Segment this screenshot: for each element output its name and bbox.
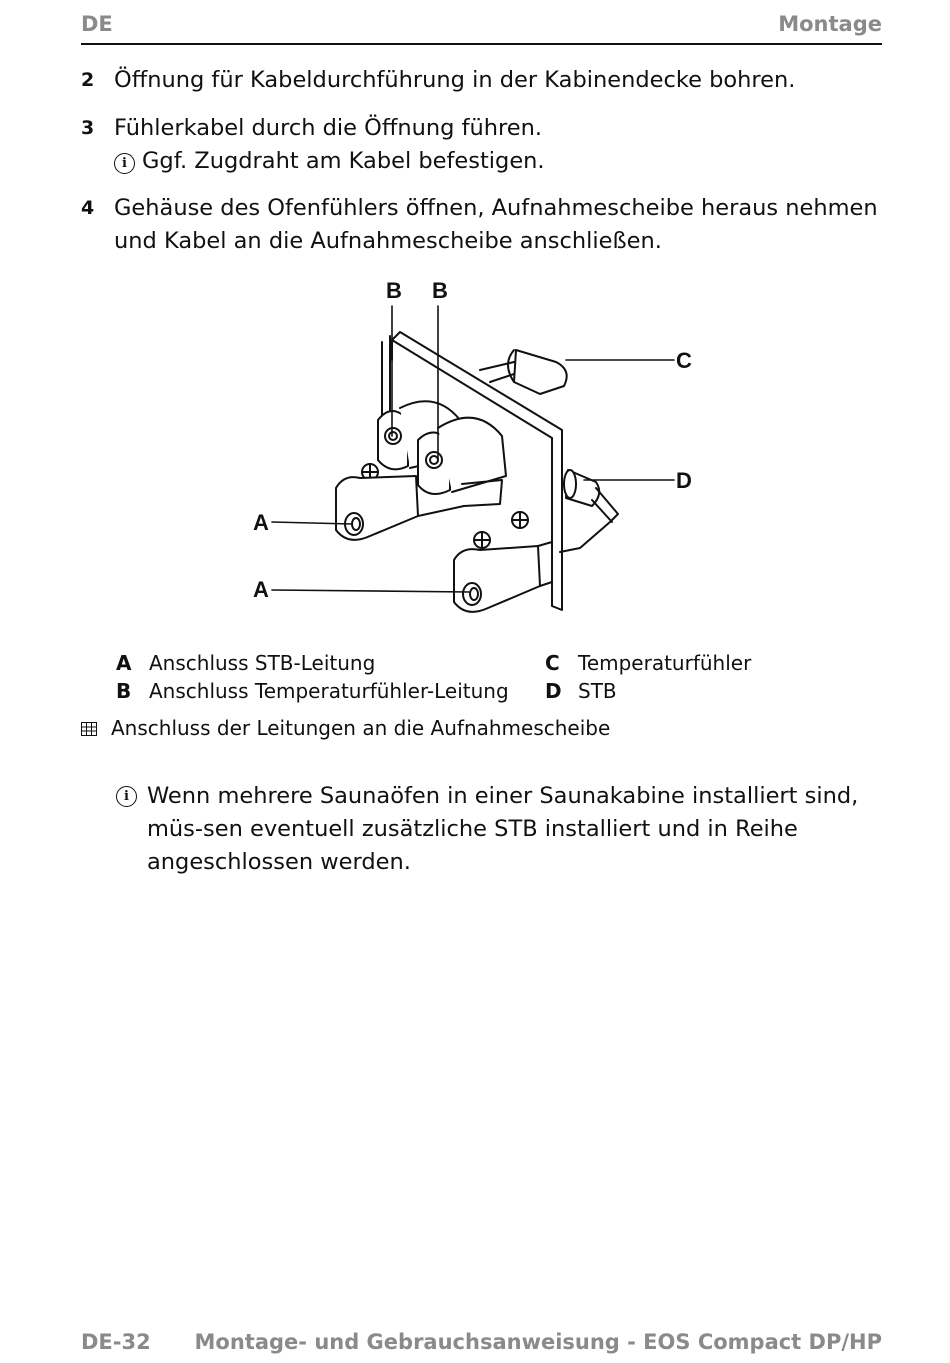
legend-item-c xyxy=(545,649,751,678)
legend-item-b xyxy=(116,677,509,706)
step-text: Fühlerkabel durch die Öffnung führen. xyxy=(114,115,543,141)
figure-label-a2: A xyxy=(253,577,269,602)
info-note-text: Wenn mehrere Saunaöfen in einer Saunakabine installiert sind, müs-sen eventuell zusätzliche STB installiert und in Reihe angeschlossen werden. xyxy=(147,783,859,875)
figure-label-c: C xyxy=(676,348,692,373)
legend-text: STB xyxy=(578,679,617,703)
figure-icon xyxy=(81,722,97,736)
legend-key: D xyxy=(545,679,562,703)
info-icon: i xyxy=(116,786,137,807)
step-4 xyxy=(81,192,891,258)
legend-text: Temperaturfühler xyxy=(578,651,752,675)
legend-item-d xyxy=(545,677,617,706)
step-number: 3 xyxy=(81,117,95,139)
header-right: Montage xyxy=(778,12,882,36)
legend-key: A xyxy=(116,651,132,675)
header-left: DE xyxy=(81,12,113,36)
step-text: Gehäuse des Ofenfühlers öffnen, Aufnahmescheibe heraus nehmen und Kabel an die Aufnahmescheibe anschließen. xyxy=(114,195,878,254)
footer-title: Montage- und Gebrauchsanweisung - EOS Compact DP/HP xyxy=(194,1330,882,1354)
temperature-sensor-capsule xyxy=(514,350,567,394)
header-rule xyxy=(81,43,882,45)
leader-a2 xyxy=(272,590,470,592)
figure-caption-text: Anschluss der Leitungen an die Aufnahmescheibe xyxy=(111,716,611,740)
legend-text: Anschluss STB-Leitung xyxy=(149,651,376,675)
step-2 xyxy=(81,64,891,97)
figure-label-b2: B xyxy=(432,278,448,303)
sensor-mounting-figure xyxy=(240,270,710,630)
info-icon: i xyxy=(114,153,135,174)
step-3 xyxy=(81,112,891,178)
footer-page-number: DE-32 xyxy=(81,1330,151,1354)
legend-key: C xyxy=(545,651,560,675)
step-number: 4 xyxy=(81,197,95,219)
figure-label-a1: A xyxy=(253,510,269,535)
figure-label-b1: B xyxy=(386,278,402,303)
figure-caption xyxy=(81,714,610,743)
legend-item-a xyxy=(116,649,375,678)
legend-key: B xyxy=(116,679,132,703)
step-number: 2 xyxy=(81,69,95,91)
step-note-text: Ggf. Zugdraht am Kabel befestigen. xyxy=(142,148,545,174)
legend-text: Anschluss Temperaturfühler-Leitung xyxy=(149,679,509,703)
figure-label-d: D xyxy=(676,468,692,493)
step-note xyxy=(114,145,891,178)
step-text: Öffnung für Kabeldurchführung in der Kabinendecke bohren. xyxy=(114,67,796,93)
info-note xyxy=(116,780,886,879)
